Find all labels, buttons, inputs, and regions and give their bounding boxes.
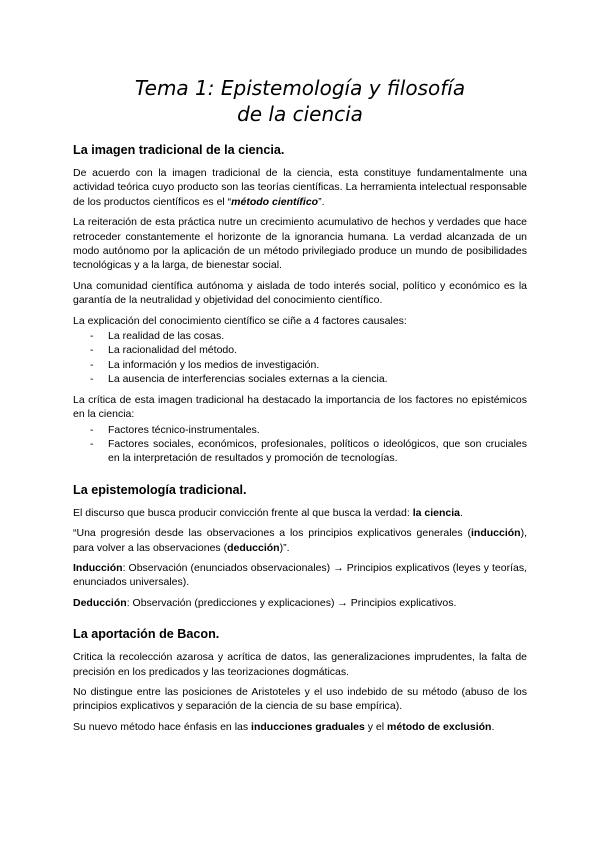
paragraph: “Una progresión desde las observaciones a los principios explicativos generales (inducción), para volver a las observaciones (deducción)”. — [73, 527, 527, 554]
document-page — [73, 0, 527, 740]
bold-term-induccion-def: Inducción — [73, 561, 123, 574]
bold-term-metodo-cientifico: método científico — [231, 195, 319, 208]
document-title — [73, 75, 527, 127]
paragraph: Inducción: Observación (enunciados observacionales) → Principios explicativos (leyes y teorías, enunciados universales). — [73, 561, 527, 589]
bold-term-deduccion: deducción — [227, 541, 280, 554]
list-item: - Factores sociales, económicos, profesionales, políticos o ideológicos, que son cruciales en la interpretación de resultados y promoción de tecnologías. — [90, 437, 527, 465]
bold-term-metodo-exclusion: método de exclusión — [387, 720, 492, 733]
bold-term-la-ciencia: la ciencia — [412, 506, 460, 519]
list-item: - La información y los medios de investigación. — [90, 358, 320, 371]
list-item: - La realidad de las cosas. — [90, 330, 225, 343]
paragraph: Su nuevo método hace énfasis en las inducciones graduales y el método de exclusión. — [73, 720, 495, 733]
section-heading-epistemologia: La epistemología tradicional. — [73, 482, 247, 497]
bold-term-induccion: inducción — [470, 527, 521, 540]
bold-term-inducciones-graduales: inducciones graduales — [251, 720, 365, 733]
paragraph: Una comunidad científica autónoma y aislada de todo interés social, político y económico es la garantía de la neutralidad y objetividad del conocimiento científico. — [73, 279, 527, 307]
title-line-2: de la ciencia — [237, 102, 363, 126]
title-line-1: Tema 1: Epistemología y filosofía — [134, 76, 466, 100]
paragraph: No distingue entre las posiciones de Aristoteles y el uso indebido de su método (abuso de los principios explicativos y separación de la ciencia de su base empírica). — [73, 685, 527, 713]
paragraph: Critica la recolección azarosa y acrítica de datos, las generalizaciones imprudentes, la falta de precisión en los predicados y las teorizaciones dogmáticas. — [73, 651, 527, 678]
section-heading-imagen-tradicional: La imagen tradicional de la ciencia. — [73, 143, 285, 157]
paragraph: La crítica de esta imagen tradicional ha destacado la importancia de los factores no epistémicos en la ciencia: — [73, 393, 527, 421]
paragraph: El discurso que busca producir convicción frente al que busca la verdad: la ciencia. — [73, 506, 463, 519]
causal-factors-list — [73, 329, 527, 387]
paragraph: De acuerdo con la imagen tradicional de la ciencia, esta constituye fundamentalmente una actividad teórica cuyo producto son las teorías científicas. La herramienta intelectual responsable de los productos científicos es el “método científico”. — [73, 167, 527, 208]
paragraph: La reiteración de esta práctica nutre un crecimiento acumulativo de hechos y verdades que hace retroceder constantemente el horizonte de la ignorancia humana. La verdad alcanzada de un modo autónomo por la aplicación de un método privilegiado produce un mundo de posibilidades tecnológicas y a la larga, de bienestar social. — [73, 216, 527, 272]
section-heading-bacon: La aportación de Bacon. — [73, 627, 220, 642]
paragraph: La explicación del conocimiento científico se ciñe a 4 factores causales: — [73, 314, 407, 327]
list-item: - La racionalidad del método. — [90, 344, 238, 357]
paragraph: Deducción: Observación (predicciones y explicaciones) → Principios explicativos. — [73, 596, 457, 609]
non-epistemic-factors-list — [73, 423, 527, 466]
list-item: - La ausencia de interferencias sociales externas a la ciencia. — [90, 373, 388, 386]
list-item: - Factores técnico-instrumentales. — [90, 423, 260, 436]
bold-term-deduccion-def: Deducción — [73, 596, 127, 609]
